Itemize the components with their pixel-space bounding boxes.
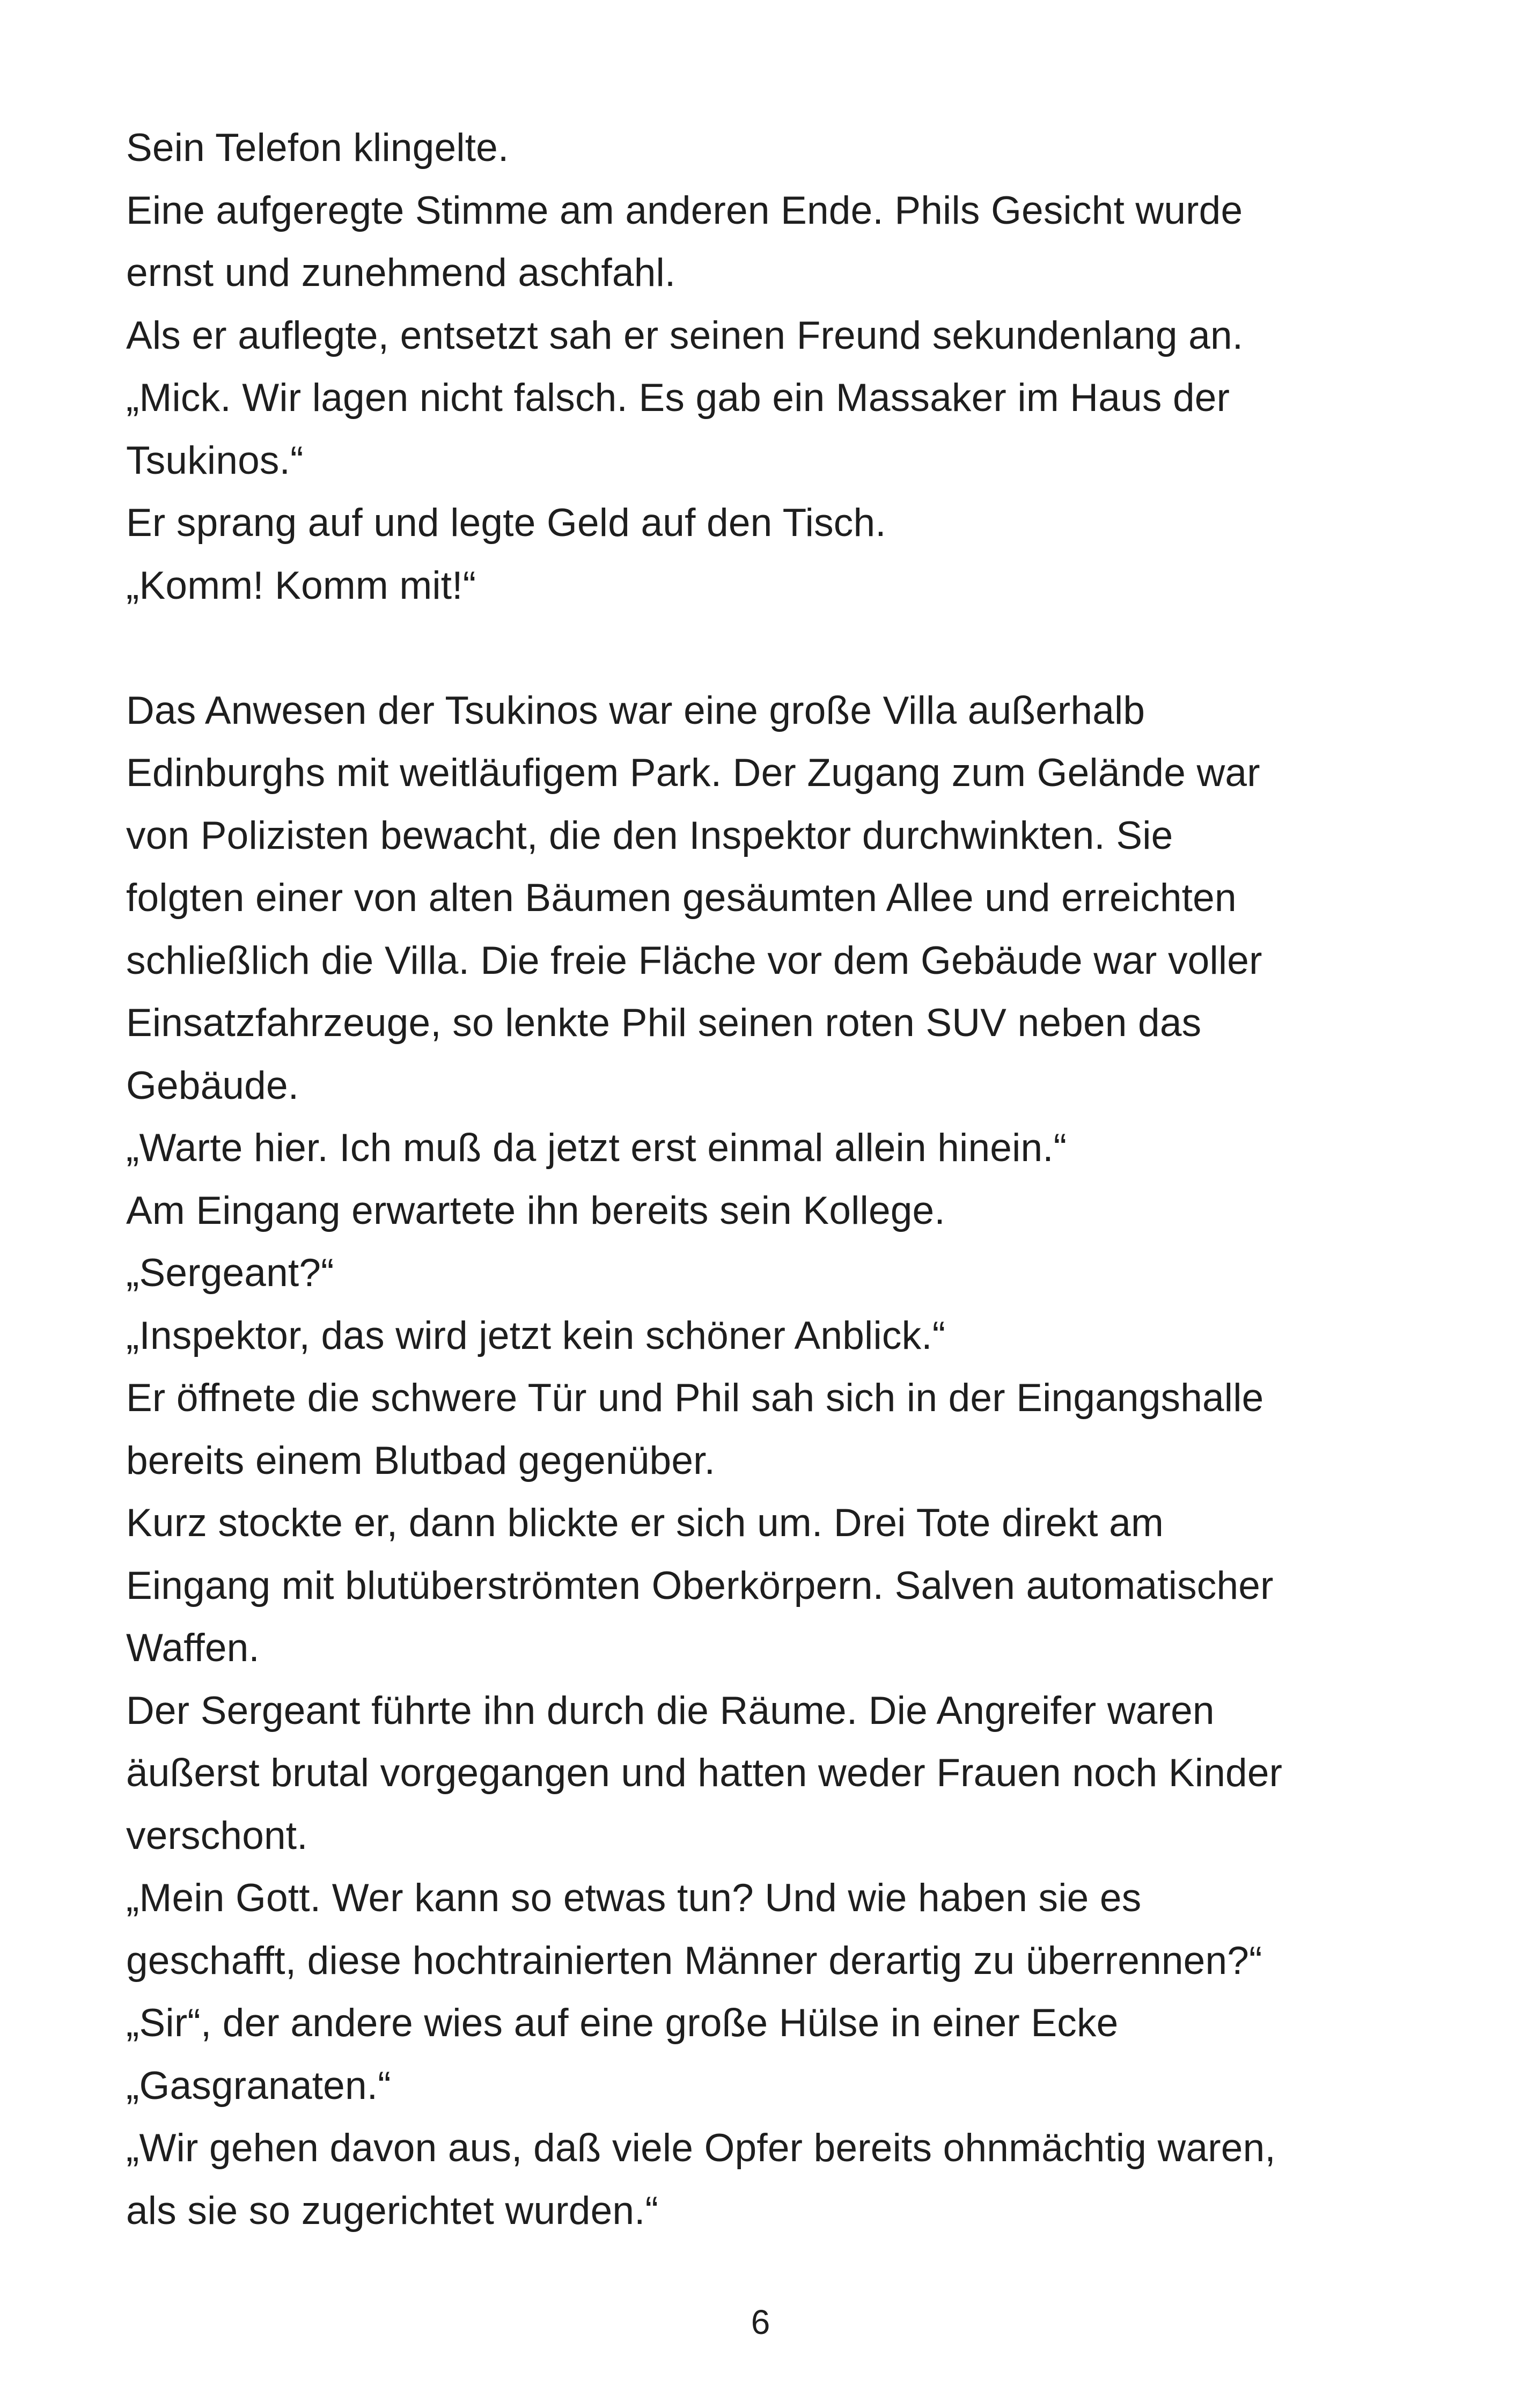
text-line: Sein Telefon klingelte.: [126, 126, 509, 170]
text-line: Edinburghs mit weitläufigem Park. Der Zugang zum Gelände war: [126, 751, 1260, 795]
paragraph-phone-call: [126, 117, 1414, 617]
text-line: „Mick. Wir lagen nicht falsch. Es gab ein Massaker im Haus der: [126, 376, 1230, 420]
text-line: Der Sergeant führte ihn durch die Räume. Die Angreifer waren: [126, 1688, 1215, 1732]
text-line: geschafft, diese hochtrainierten Männer derartig zu überrennen?“: [126, 1939, 1262, 1983]
text-line: „Warte hier. Ich muß da jetzt erst einmal allein hinein.“: [126, 1126, 1067, 1170]
text-line: Einsatzfahrzeuge, so lenkte Phil seinen roten SUV neben das: [126, 1001, 1202, 1045]
text-line: bereits einem Blutbad gegenüber.: [126, 1438, 716, 1482]
text-line: als sie so zugerichtet wurden.“: [126, 2189, 659, 2233]
text-line: „Gasgranaten.“: [126, 2064, 391, 2108]
text-line: Eingang mit blutüberströmten Oberkörpern. Salven automatischer: [126, 1563, 1274, 1607]
text-line: Tsukinos.“: [126, 438, 304, 482]
text-line: verschont.: [126, 1814, 308, 1858]
text-line: „Wir gehen davon aus, daß viele Opfer bereits ohnmächtig waren,: [126, 2126, 1276, 2170]
text-line: Kurz stockte er, dann blickte er sich um. Drei Tote direkt am: [126, 1501, 1164, 1545]
text-line: schließlich die Villa. Die freie Fläche vor dem Gebäude war voller: [126, 938, 1262, 982]
text-line: Er öffnete die schwere Tür und Phil sah sich in der Eingangshalle: [126, 1376, 1264, 1420]
text-line: „Inspektor, das wird jetzt kein schöner Anblick.“: [126, 1313, 946, 1357]
text-line: „Komm! Komm mit!“: [126, 563, 476, 607]
text-line: von Polizisten bewacht, die den Inspektor durchwinkten. Sie: [126, 813, 1173, 857]
text-line: Als er auflegte, entsetzt sah er seinen Freund sekundenlang an.: [126, 313, 1244, 357]
text-line: „Sir“, der andere wies auf eine große Hülse in einer Ecke: [126, 2001, 1119, 2045]
text-line: „Mein Gott. Wer kann so etwas tun? Und wie haben sie es: [126, 1876, 1142, 1920]
text-line: folgten einer von alten Bäumen gesäumten Allee und erreichten: [126, 876, 1237, 920]
body-text: [126, 117, 1414, 2242]
page-number: 6: [751, 2303, 770, 2341]
text-line: Das Anwesen der Tsukinos war eine große Villa außerhalb: [126, 688, 1145, 732]
text-line: Am Eingang erwartete ihn bereits sein Kollege.: [126, 1188, 945, 1232]
text-line: Waffen.: [126, 1626, 260, 1670]
text-line: Gebäude.: [126, 1063, 299, 1107]
text-line: ernst und zunehmend aschfahl.: [126, 251, 676, 295]
text-line: äußerst brutal vorgegangen und hatten weder Frauen noch Kinder: [126, 1751, 1283, 1795]
section-break: [126, 617, 1414, 680]
text-line: Eine aufgeregte Stimme am anderen Ende. Phils Gesicht wurde: [126, 188, 1243, 232]
text-line: Er sprang auf und legte Geld auf den Tisch.: [126, 501, 886, 545]
text-line: „Sergeant?“: [126, 1251, 334, 1295]
paragraph-villa: [126, 680, 1414, 2243]
